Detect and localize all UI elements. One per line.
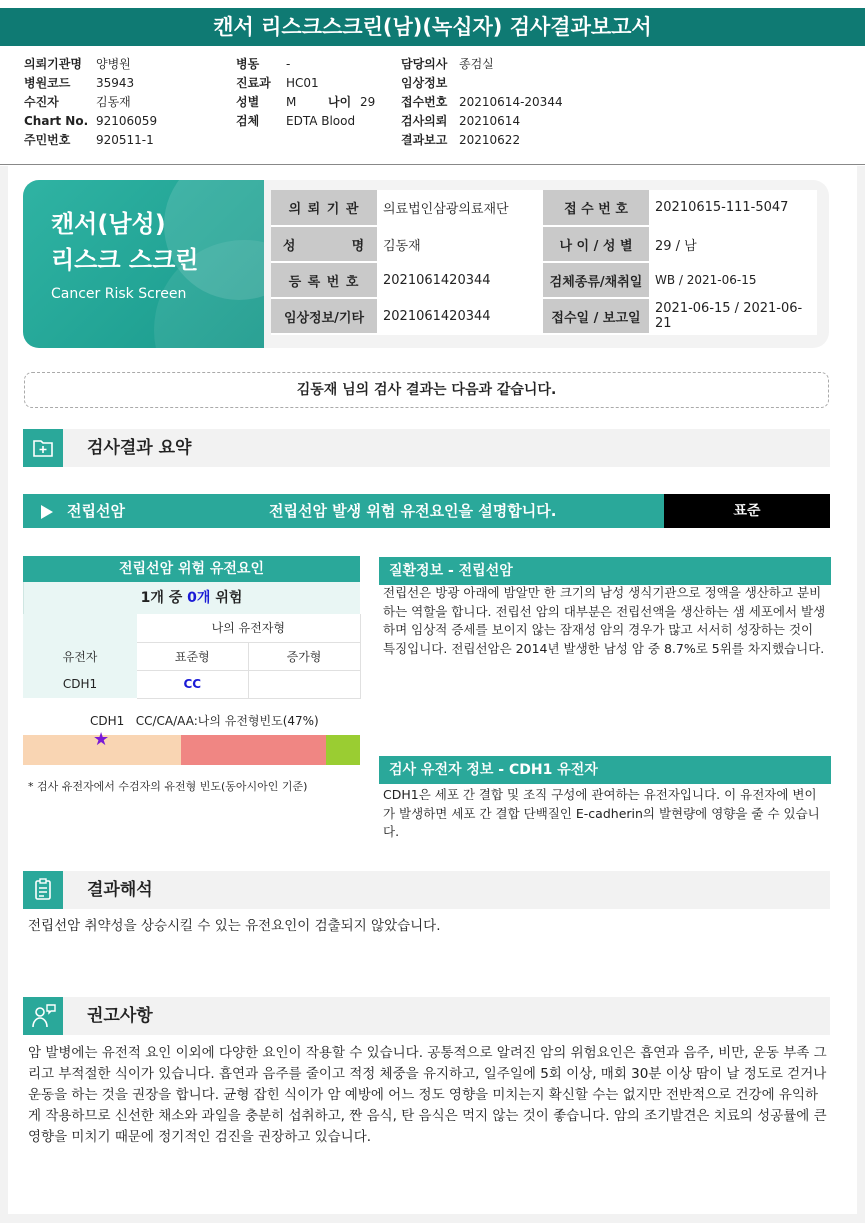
header-value: 35943: [96, 76, 135, 90]
header-divider: [0, 164, 865, 165]
section-recommendation: [23, 997, 830, 1035]
table-row: [23, 642, 360, 670]
header-value: 920511-1: [96, 133, 154, 147]
table-row: [271, 298, 817, 334]
header-col3: [401, 55, 563, 150]
hero-banner: [23, 180, 264, 348]
header-value: 종검실: [459, 57, 494, 71]
section-title: 검사결과 요약: [87, 438, 192, 458]
cancer-description: 전립선암 발생 위험 유전요인을 설명합니다.: [269, 502, 557, 520]
info-label: 성 명: [271, 226, 377, 262]
header-key: 의뢰기관명: [24, 57, 82, 71]
genotype-table: [23, 614, 361, 699]
info-value: 2021061420344: [377, 262, 543, 298]
interpretation-text: 전립선암 취약성을 상승시킬 수 있는 유전요인이 검출되지 않았습니다.: [28, 918, 441, 934]
cancer-result-bar: [23, 494, 830, 528]
star-icon: ★: [93, 729, 110, 750]
info-value: 2021-06-15 / 2021-06-21: [649, 298, 817, 334]
risk-count: [23, 582, 360, 614]
intro-message: 김동재 님의 검사 결과는 다음과 같습니다.: [24, 372, 829, 408]
frequency-segment-ca: [181, 735, 326, 765]
cancer-name: 전립선암: [67, 502, 125, 520]
table-row: [271, 190, 817, 226]
table-row: [23, 614, 360, 642]
header-value: 92106059: [96, 114, 158, 128]
increase-column-header: 증가형: [248, 642, 360, 670]
disease-info-text: 전립선은 방광 아래에 밤알만 한 크기의 남성 생식기관으로 정액을 생산하고 분비하는 역할을 합니다. 전립선 암의 대부분은 전립선액을 생산하는 샘 세포에서 발생하며 임상적 증세를 보이지 않는 잠재성 암의 경우가 많고 서서히 성장하는 것이 특징입니다. 전립선암은 2014년 발생한 남성 암 중 8.7%로 5위를 차지했습니다.: [383, 585, 826, 656]
risk-count-value: 0개: [187, 590, 211, 606]
status-badge: 표준: [664, 494, 830, 528]
info-value: 의료법인삼광의료재단: [377, 190, 543, 226]
info-value: 29 / 남: [649, 226, 817, 262]
info-label: 의 뢰 기 관: [271, 190, 377, 226]
frequency-label: CDH1 CC/CA/AA:나의 유전형빈도(47%): [90, 714, 319, 728]
frequency-bar: [23, 735, 360, 765]
section-interpretation: [23, 871, 830, 909]
info-value: 2021061420344: [377, 298, 543, 334]
standard-column-header: 표준형: [137, 642, 248, 670]
age-label: 나이: [328, 95, 352, 109]
table-row: [23, 670, 360, 698]
gene-name: CDH1: [23, 670, 137, 698]
header-col2: [236, 55, 375, 131]
hero-title-line2: 리스크 스크린: [51, 246, 199, 274]
risk-count-suffix: 위험: [215, 590, 243, 606]
report-title: 캔서 리스크스크린(남)(녹십자) 검사결과보고서: [0, 8, 865, 46]
header-key: 수진자: [24, 95, 59, 109]
disease-info-title: 질환정보 - 전립선암: [379, 557, 831, 585]
header-key: 검사의뢰: [401, 114, 448, 128]
header-key: Chart No.: [24, 114, 89, 128]
gene-info-title: 검사 유전자 정보 - CDH1 유전자: [379, 756, 831, 784]
doctor-consult-icon: [23, 997, 63, 1035]
standard-genotype: CC: [137, 670, 248, 698]
gene-info-text: CDH1은 세포 간 결합 및 조직 구성에 관여하는 유전자입니다. 이 유전자에 변이가 발생하면 세포 간 결합 단백질인 E-cadherin의 발현량에 영향을 줄 수 있습니다.: [383, 787, 820, 839]
header-value: -: [286, 57, 291, 71]
header-key: 임상정보: [401, 76, 448, 90]
info-label: 검체종류/채취일: [543, 262, 649, 298]
header-key: 진료과: [236, 76, 271, 90]
folder-plus-icon: [23, 429, 63, 467]
risk-box-title: 전립선암 위험 유전요인: [23, 556, 360, 582]
header-value: 20210622: [459, 133, 521, 147]
section-title: 권고사항: [87, 1006, 153, 1026]
my-genotype-header: 나의 유전자형: [137, 614, 360, 642]
header-value: 20210614-20344: [459, 95, 563, 109]
info-label: 등 록 번 호: [271, 262, 377, 298]
header-key: 담당의사: [401, 57, 448, 71]
header-value: 20210614: [459, 114, 521, 128]
header-value: HC01: [286, 76, 319, 90]
info-label: 접 수 번 호: [543, 190, 649, 226]
increase-genotype: [248, 670, 360, 698]
frequency-segment-aa: [326, 735, 360, 765]
info-value: 20210615-111-5047: [649, 190, 817, 226]
frequency-note: * 검사 유전자에서 수검자의 유전형 빈도(동아시아인 기준): [28, 780, 308, 793]
gene-column-header: 유전자: [23, 642, 137, 670]
hero-english-title: Cancer Risk Screen: [51, 286, 187, 302]
age-value: 29: [360, 95, 376, 109]
table-row: [271, 226, 817, 262]
play-triangle-icon: [41, 505, 53, 519]
header-value: M: [286, 95, 297, 109]
header-value: 양병원: [96, 57, 131, 71]
section-title: 결과해석: [87, 880, 153, 900]
info-label: 임상정보/기타: [271, 298, 377, 334]
header-key: 성별: [236, 95, 260, 109]
recommendation-text: 암 발병에는 유전적 요인 이외에 다양한 요인이 작용할 수 있습니다. 공통적으로 알려진 암의 위험요인은 흡연과 음주, 비만, 운동 부족 그리고 부적절한 식이가 있습니다. 흡연과 음주를 줄이고 적정 체중을 유지하고, 일주일에 5회 이상, 매회 30분 이상 땀이 날 정도로 걷거나 운동을 하는 것을 권장을 합니다. 균형 잡힌 식이가 암 예방에 어느 정도 영향을 미치는지 확신할 수는 없지만 전반적으로 건강에 유익하게 작용하므로 신선한 채소와 과일을 충분히 섭취하고, 짠 음식, 탄 음식은 먹지 않는 것이 좋습니다. 암의 조기발견은 치료의 성공률에 큰 영향을 미치기 때문에 정기적인 검진을 권장하고 있습니다.: [28, 1045, 827, 1145]
header-key: 결과보고: [401, 133, 448, 147]
info-value: 김동재: [377, 226, 543, 262]
table-row: [271, 262, 817, 298]
header-key: 접수번호: [401, 95, 448, 109]
header-key: 검체: [236, 114, 260, 128]
risk-count-prefix: 1개 중: [140, 590, 183, 606]
header-key: 병동: [236, 57, 260, 71]
header-value: EDTA Blood: [286, 114, 356, 128]
hero-title-line1: 캔서(남성): [51, 210, 166, 238]
clipboard-icon: [23, 871, 63, 909]
info-value: WB / 2021-06-15: [649, 262, 817, 298]
header-value: 김동재: [96, 95, 131, 109]
info-label: 접수일 / 보고일: [543, 298, 649, 334]
patient-info-table: [271, 190, 817, 335]
section-summary: [23, 429, 830, 467]
header-col1: [24, 55, 157, 150]
header-key: 병원코드: [24, 76, 71, 90]
info-label: 나 이 / 성 별: [543, 226, 649, 262]
header-key: 주민번호: [24, 133, 71, 147]
